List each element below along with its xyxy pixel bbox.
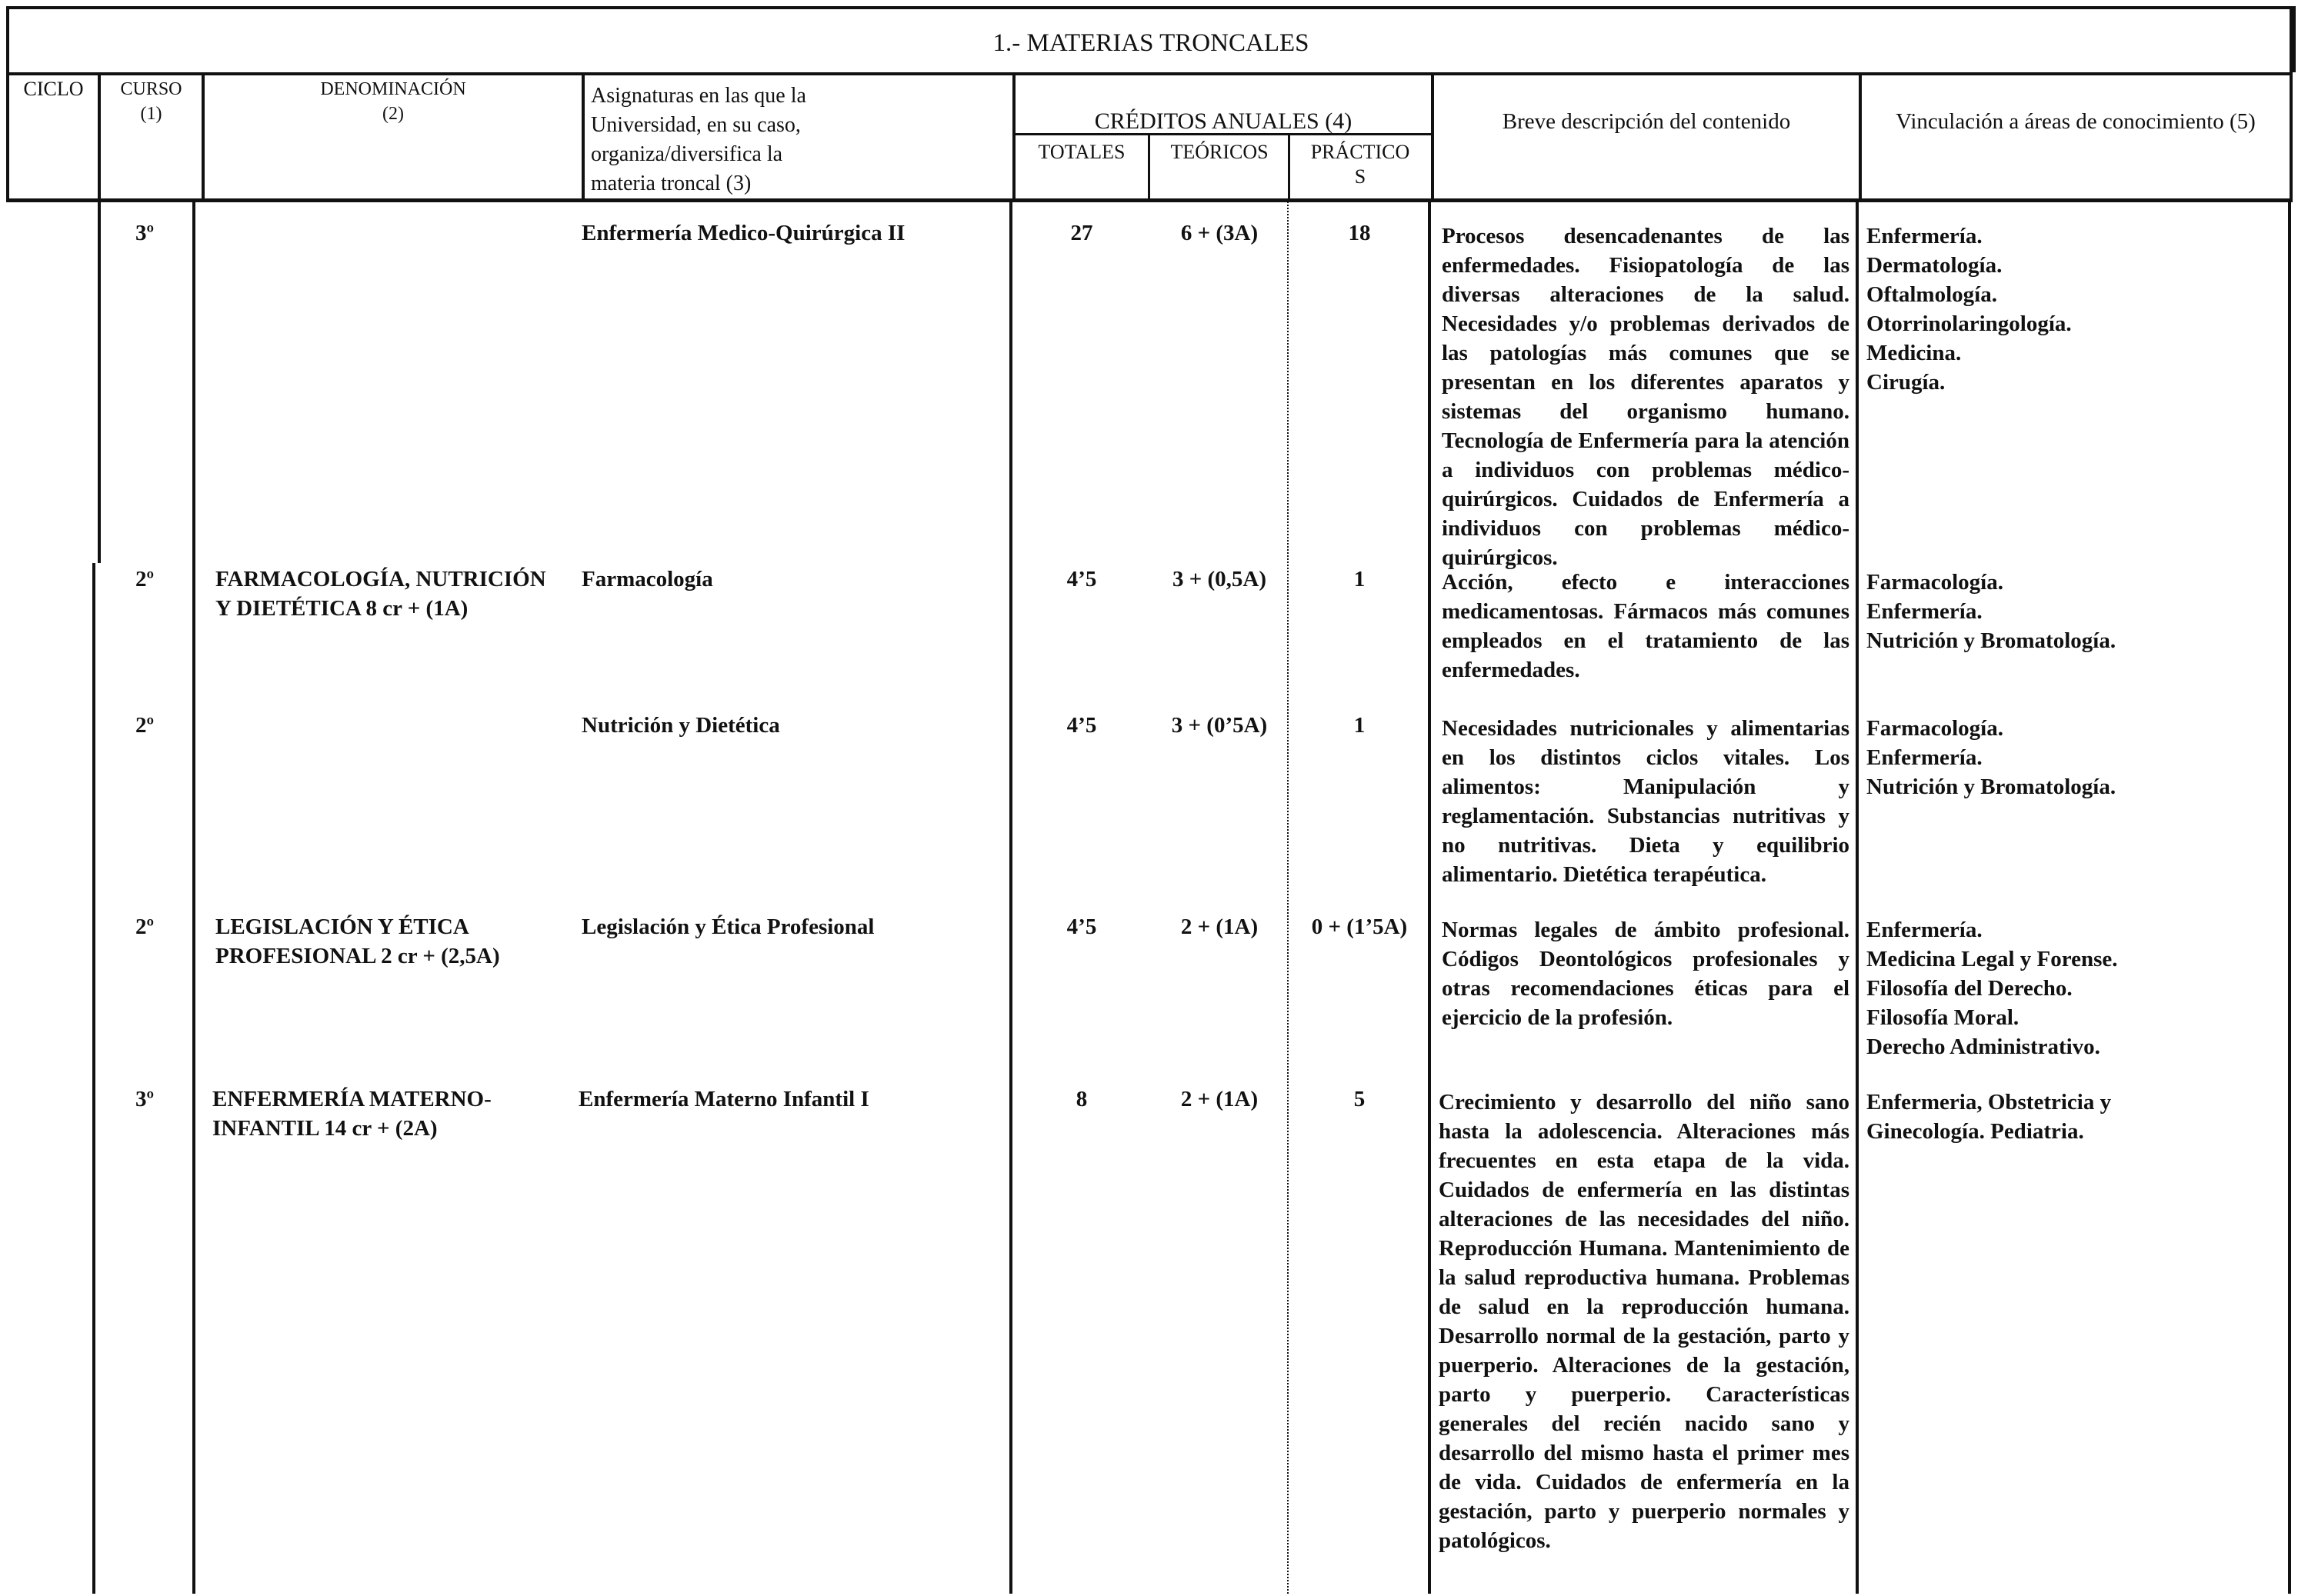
row3-totales: 4’5 xyxy=(1066,713,1097,738)
row1-areas xyxy=(1866,222,2282,397)
row4-denominacion: LEGISLACIÓN Y ÉTICA PROFESIONAL 2 cr + (2,5A) xyxy=(215,915,500,968)
row5-asignatura: Enfermería Materno Infantil I xyxy=(579,1087,869,1111)
area-item: Filosofía del Derecho. xyxy=(1866,976,2073,1001)
area-item: Oftalmología. xyxy=(1866,282,1997,307)
area-item: Enfermería. xyxy=(1866,745,1983,770)
row4-practicos: 0 + (1’5A) xyxy=(1311,915,1408,939)
header-curso xyxy=(101,77,202,126)
row1-descripcion: Procesos desencadenantes de las enfermedades. Fisiopatología de las diversas alteraciones de la salud. Necesidades y/o problemas derivados de las patologías más comunes que se presentan en los diferentes aparatos y sistemas del organismo humano. Tecnología de Enfermería para la atención a individuos con problemas médico-quirúrgicos. Cuidados de Enfermería a individuos con problemas médico-quirúrgicos. xyxy=(1442,224,1849,570)
header-denominacion-ref: (2) xyxy=(382,104,404,124)
border-line xyxy=(1431,72,1434,202)
area-item: Cirugía. xyxy=(1866,370,1946,395)
row2-areas xyxy=(1866,568,2282,655)
row2-practicos: 1 xyxy=(1353,567,1366,591)
area-item: Derecho Administrativo. xyxy=(1866,1035,2100,1059)
border-line xyxy=(1148,133,1150,202)
header-descripcion: Breve descripción del contenido xyxy=(1502,109,1791,134)
header-denominacion-label: DENOMINACIÓN xyxy=(320,79,466,99)
border-line xyxy=(92,563,95,1594)
materias-troncales-table xyxy=(6,6,2293,1590)
border-line xyxy=(2288,202,2291,1594)
area-item: Nutrición y Bromatología. xyxy=(1866,628,2116,653)
row4-areas xyxy=(1866,915,2282,1061)
border-line xyxy=(1288,133,1290,202)
row3-descripcion: Necesidades nutricionales y alimentarias en los distintos ciclos vitales. Los alimentos: Manipulación y reglamentación. Substancias nutritivas y no nutritivas. Dieta y equilibrio alimentario. Dietética terapéutica. xyxy=(1442,716,1849,887)
border-line xyxy=(582,72,585,202)
header-ciclo: CICLO xyxy=(23,78,84,100)
area-item: Otorrinolaringología. xyxy=(1866,312,2072,336)
border-line xyxy=(2290,6,2293,202)
area-item: Enfermería. xyxy=(1866,224,1983,248)
row1-curso: 3º xyxy=(135,221,155,245)
row3-areas xyxy=(1866,714,2282,801)
area-item: Enfermeria, Obstetricia y xyxy=(1866,1090,2112,1115)
area-item: Farmacología. xyxy=(1866,716,2003,741)
header-practicos xyxy=(1291,140,1429,189)
row1-practicos: 18 xyxy=(1348,221,1371,245)
row1-asignatura: Enfermería Medico-Quirúrgica II xyxy=(582,221,906,245)
header-totales: TOTALES xyxy=(1038,141,1126,163)
area-item: Ginecología. Pediatria. xyxy=(1866,1119,2084,1144)
border-line xyxy=(1287,202,1289,1594)
header-curso-ref: (1) xyxy=(140,104,162,124)
row5-practicos: 5 xyxy=(1353,1087,1366,1111)
row4-asignatura: Legislación y Ética Profesional xyxy=(582,915,875,939)
area-item: Filosofía Moral. xyxy=(1866,1005,2020,1030)
header-vinculacion: Vinculación a áreas de conocimiento (5) xyxy=(1896,109,2256,134)
row2-descripcion: Acción, efecto e interacciones medicamentosas. Fármacos más comunes empleados en el tratamiento de las enfermedades. xyxy=(1442,570,1849,682)
header-creditos: CRÉDITOS ANUALES (4) xyxy=(1094,108,1352,134)
row5-areas xyxy=(1866,1088,2282,1146)
row4-descripcion: Normas legales de ámbito profesional. Códigos Deontológicos profesionales y otras recomendaciones éticas para el ejercicio de la profesión. xyxy=(1442,918,1849,1030)
area-item: Nutrición y Bromatología. xyxy=(1866,775,2116,799)
row5-descripcion: Crecimiento y desarrollo del niño sano hasta la adolescencia. Alteraciones más frecuentes en esta etapa de la vida. Cuidados de enfermería en las distintas alteraciones de las necesidades del niño. Reproducción Humana. Mantenimiento de la salud reproductiva humana. Problemas de salud en la reproducción humana. Desarrollo normal de la gestación, parto y puerperio. Alteraciones de la gestación, parto y puerperio. Características generales del recién nacido sano y desarrollo del mismo hasta el primer mes de vida. Cuidados de enfermería en la gestación, parto y puerperio normales y patológicos. xyxy=(1439,1090,1849,1553)
header-asignaturas-line: materia troncal (3) xyxy=(591,172,752,195)
row5-curso: 3º xyxy=(135,1087,155,1111)
row1-totales: 27 xyxy=(1070,221,1093,245)
header-asignaturas-line: Asignaturas en las que la xyxy=(591,84,806,108)
border-line xyxy=(1428,202,1431,1594)
row1-teoricos: 6 + (3A) xyxy=(1180,221,1259,245)
row3-curso: 2º xyxy=(135,713,155,738)
header-denominacion xyxy=(205,77,582,126)
row3-asignatura: Nutrición y Dietética xyxy=(582,713,780,738)
row4-curso: 2º xyxy=(135,915,155,939)
border-line xyxy=(98,202,101,563)
area-item: Medicina. xyxy=(1866,341,1962,365)
header-curso-label: CURSO xyxy=(120,79,182,99)
border-line xyxy=(1859,72,1862,202)
area-item: Farmacología. xyxy=(1866,570,2003,595)
header-practicos-line: S xyxy=(1354,165,1366,188)
row3-practicos: 1 xyxy=(1353,713,1366,738)
area-item: Dermatología. xyxy=(1866,253,2003,278)
row2-teoricos: 3 + (0,5A) xyxy=(1172,567,1267,591)
border-line xyxy=(192,202,195,1594)
row2-denominacion: FARMACOLOGÍA, NUTRICIÓN Y DIETÉTICA 8 cr + (1A) xyxy=(215,567,546,621)
row2-asignatura: Farmacología xyxy=(582,567,713,591)
row4-totales: 4’5 xyxy=(1066,915,1097,939)
border-line xyxy=(1009,202,1012,1594)
header-teoricos: TEÓRICOS xyxy=(1170,141,1269,163)
area-item: Enfermería. xyxy=(1866,599,1983,624)
area-item: Enfermería. xyxy=(1866,918,1983,942)
header-practicos-line: PRÁCTICO xyxy=(1310,141,1410,163)
row3-teoricos: 3 + (0’5A) xyxy=(1171,713,1268,738)
header-asignaturas xyxy=(591,82,1006,198)
border-line xyxy=(1856,202,1859,1594)
row2-curso: 2º xyxy=(135,567,155,591)
area-item: Medicina Legal y Forense. xyxy=(1866,947,2118,971)
header-asignaturas-line: organiza/diversifica la xyxy=(591,142,783,166)
row2-totales: 4’5 xyxy=(1066,567,1097,591)
row5-teoricos: 2 + (1A) xyxy=(1180,1087,1259,1111)
row5-denominacion: ENFERMERÍA MATERNO-INFANTIL 14 cr + (2A) xyxy=(212,1087,492,1141)
row5-totales: 8 xyxy=(1076,1087,1088,1111)
row4-teoricos: 2 + (1A) xyxy=(1180,915,1259,939)
border-line xyxy=(1012,72,1016,202)
header-asignaturas-line: Universidad, en su caso, xyxy=(591,113,801,137)
table-title: 1.- MATERIAS TRONCALES xyxy=(6,6,2296,72)
